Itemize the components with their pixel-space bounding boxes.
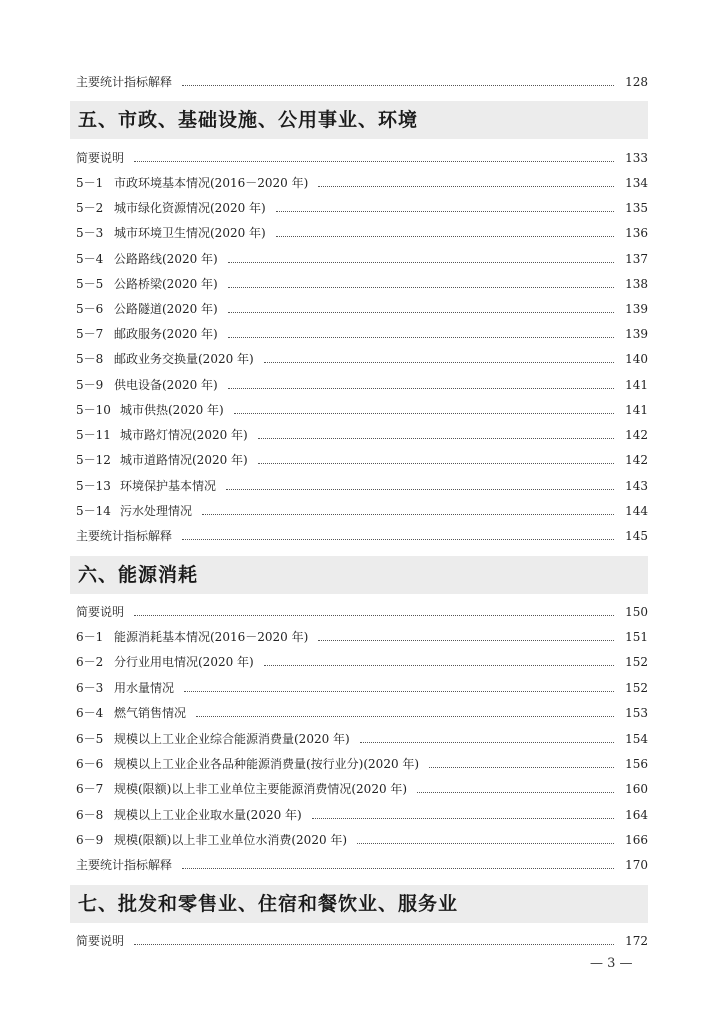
toc-entry-code: 5－1 — [76, 176, 104, 190]
toc-entry[interactable] — [76, 779, 648, 799]
section-heading: 七、批发和零售业、住宿和餐饮业、服务业 — [70, 885, 648, 923]
toc-entry[interactable] — [76, 375, 648, 395]
toc-entry-page: 166 — [625, 833, 648, 847]
toc-entry[interactable] — [76, 173, 648, 193]
toc-entry-code: 5－9 — [76, 378, 104, 392]
toc-entry-code: 5－6 — [76, 302, 104, 316]
toc-entry-label: 供电设备(2020 年) — [114, 378, 218, 392]
dot-leader — [182, 539, 614, 540]
toc-entry[interactable] — [76, 324, 648, 344]
dot-leader — [182, 868, 614, 869]
toc-entry-code: 5－5 — [76, 277, 104, 291]
toc-entry-label: 规模(限额)以上非工业单位主要能源消费情况(2020 年) — [114, 782, 408, 796]
toc-entry-code: 5－8 — [76, 352, 104, 366]
toc-entry[interactable] — [76, 830, 648, 850]
toc-entry-label: 简要说明 — [76, 605, 125, 619]
toc-entry[interactable] — [76, 627, 648, 647]
toc-entry-label: 燃气销售情况 — [114, 706, 187, 720]
toc-entry-label: 城市环境卫生情况(2020 年) — [114, 226, 266, 240]
toc-entry-label: 城市供热(2020 年) — [120, 403, 224, 417]
toc-entry-label: 规模以上工业企业各品种能源消费量(按行业分)(2020 年) — [114, 757, 420, 771]
toc-entry[interactable] — [76, 754, 648, 774]
toc-entry-page: 170 — [625, 858, 648, 872]
toc-entry[interactable] — [76, 476, 648, 496]
toc-entry-label: 环境保护基本情况 — [120, 479, 217, 493]
toc-entry-label: 简要说明 — [76, 151, 125, 165]
toc-entry-label: 公路桥梁(2020 年) — [114, 277, 218, 291]
dot-leader — [360, 742, 614, 743]
toc-entry-code: 6－7 — [76, 782, 104, 796]
dot-leader — [134, 161, 614, 162]
dot-leader — [234, 413, 614, 414]
dot-leader — [429, 767, 614, 768]
toc-entry[interactable] — [76, 729, 648, 749]
dot-leader — [226, 489, 614, 490]
toc-entry-code: 5－4 — [76, 252, 104, 266]
toc-entry-label: 分行业用电情况(2020 年) — [114, 655, 254, 669]
toc-entry[interactable] — [76, 223, 648, 243]
toc-entry-page: 142 — [625, 428, 648, 442]
dot-leader — [264, 362, 614, 363]
toc-entry[interactable] — [76, 450, 648, 470]
toc-entry-page: 139 — [625, 302, 648, 316]
toc-entry-label: 用水量情况 — [114, 681, 175, 695]
toc-entry-code: 6－6 — [76, 757, 104, 771]
toc-entry[interactable] — [76, 805, 648, 825]
toc-entry-page: 152 — [625, 681, 648, 695]
toc-entry[interactable] — [76, 703, 648, 723]
dot-leader — [228, 337, 614, 338]
dot-leader — [318, 640, 614, 641]
dot-leader — [258, 463, 614, 464]
toc-entry-page: 140 — [625, 352, 648, 366]
dot-leader — [228, 287, 614, 288]
toc-entry-label: 规模以上工业企业取水量(2020 年) — [114, 808, 302, 822]
dot-leader — [312, 818, 614, 819]
dot-leader — [196, 716, 614, 717]
toc-entry-page: 139 — [625, 327, 648, 341]
toc-entry-label: 城市路灯情况(2020 年) — [120, 428, 248, 442]
dot-leader — [357, 843, 614, 844]
toc-entry-explanations[interactable] — [76, 72, 648, 92]
dot-leader — [264, 665, 614, 666]
toc-entry-label: 邮政服务(2020 年) — [114, 327, 218, 341]
dot-leader — [276, 211, 614, 212]
toc-entry-code: 6－3 — [76, 681, 104, 695]
section-heading: 六、能源消耗 — [70, 556, 648, 594]
toc-entry-code: 6－5 — [76, 732, 104, 746]
toc-entry-page: 141 — [625, 378, 648, 392]
toc-entry-code: 6－9 — [76, 833, 104, 847]
toc-entry-page: 134 — [625, 176, 648, 190]
toc-entry-label: 污水处理情况 — [120, 504, 193, 518]
toc-entry-code: 5－2 — [76, 201, 104, 215]
section-heading: 五、市政、基础设施、公用事业、环境 — [70, 101, 648, 139]
toc-entry[interactable] — [76, 652, 648, 672]
toc-entry-page: 135 — [625, 201, 648, 215]
toc-entry-label: 主要统计指标解释 — [76, 529, 173, 543]
toc-entry[interactable] — [76, 274, 648, 294]
dot-leader — [228, 312, 614, 313]
toc-entry-label: 城市绿化资源情况(2020 年) — [114, 201, 266, 215]
toc-entry-label: 规模(限额)以上非工业单位水消费(2020 年) — [114, 833, 348, 847]
dot-leader — [258, 438, 614, 439]
toc-entry-label: 简要说明 — [76, 934, 125, 948]
dot-leader — [202, 514, 614, 515]
toc-entry-label: 城市道路情况(2020 年) — [120, 453, 248, 467]
toc-entry[interactable] — [76, 249, 648, 269]
toc-entry-page: 151 — [625, 630, 648, 644]
toc-entry[interactable] — [76, 400, 648, 420]
toc-entry-code: 6－4 — [76, 706, 104, 720]
toc-entry-label: 市政环境基本情况(2016－2020 年) — [114, 176, 309, 190]
dot-leader — [228, 262, 614, 263]
dot-leader — [276, 236, 614, 237]
toc-entry-intro[interactable] — [76, 148, 648, 168]
toc-entry-page: 133 — [625, 151, 648, 165]
dot-leader — [417, 792, 614, 793]
toc-entry-code: 6－8 — [76, 808, 104, 822]
toc-entry-page: 137 — [625, 252, 648, 266]
toc-entry-page: 153 — [625, 706, 648, 720]
dot-leader — [134, 615, 614, 616]
dot-leader — [134, 944, 614, 945]
dot-leader — [182, 85, 614, 86]
toc-entry-label: 公路隧道(2020 年) — [114, 302, 218, 316]
toc-entry-label: 邮政业务交换量(2020 年) — [114, 352, 254, 366]
toc-entry-page: 154 — [625, 732, 648, 746]
toc-entry-explanations[interactable] — [76, 855, 648, 875]
toc-entry-page: 156 — [625, 757, 648, 771]
toc-entry-page: 160 — [625, 782, 648, 796]
toc-entry-code: 6－2 — [76, 655, 104, 669]
toc-entry[interactable] — [76, 425, 648, 445]
toc-entry-code: 5－3 — [76, 226, 104, 240]
toc-entry-code: 5－11 — [76, 428, 111, 442]
toc-entry[interactable] — [76, 198, 648, 218]
dot-leader — [184, 691, 614, 692]
dot-leader — [318, 186, 614, 187]
page-number: — 3 — — [590, 956, 633, 971]
toc-entry-page: 136 — [625, 226, 648, 240]
toc-entry-explanations[interactable] — [76, 526, 648, 546]
toc-entry-code: 5－14 — [76, 504, 111, 518]
toc-entry-label: 能源消耗基本情况(2016－2020 年) — [114, 630, 309, 644]
toc-entry-page: 144 — [625, 504, 648, 518]
toc-entry-page: 150 — [625, 605, 648, 619]
toc-entry-page: 138 — [625, 277, 648, 291]
toc-entry-code: 5－10 — [76, 403, 111, 417]
toc-entry-page: 172 — [625, 934, 648, 948]
toc-entry-page: 143 — [625, 479, 648, 493]
toc-entry-label: 主要统计指标解释 — [76, 858, 173, 872]
toc-entry-page: 145 — [625, 529, 648, 543]
toc-entry-label: 主要统计指标解释 — [76, 75, 173, 89]
toc-entry-page: 141 — [625, 403, 648, 417]
toc-entry-code: 6－1 — [76, 630, 104, 644]
toc-entry-code: 5－13 — [76, 479, 111, 493]
toc-entry-code: 5－12 — [76, 453, 111, 467]
toc-entry-intro[interactable] — [76, 931, 648, 951]
toc-entry[interactable] — [76, 349, 648, 369]
toc-entry-intro[interactable] — [76, 602, 648, 622]
toc-entry-page: 128 — [625, 75, 648, 89]
toc-entry-page: 164 — [625, 808, 648, 822]
dot-leader — [228, 388, 614, 389]
toc-entry[interactable] — [76, 299, 648, 319]
toc-entry[interactable] — [76, 678, 648, 698]
toc-entry-label: 公路路线(2020 年) — [114, 252, 218, 266]
toc-entry-label: 规模以上工业企业综合能源消费量(2020 年) — [114, 732, 350, 746]
toc-entry-code: 5－7 — [76, 327, 104, 341]
toc-entry-page: 142 — [625, 453, 648, 467]
toc-entry[interactable] — [76, 501, 648, 521]
toc-entry-page: 152 — [625, 655, 648, 669]
